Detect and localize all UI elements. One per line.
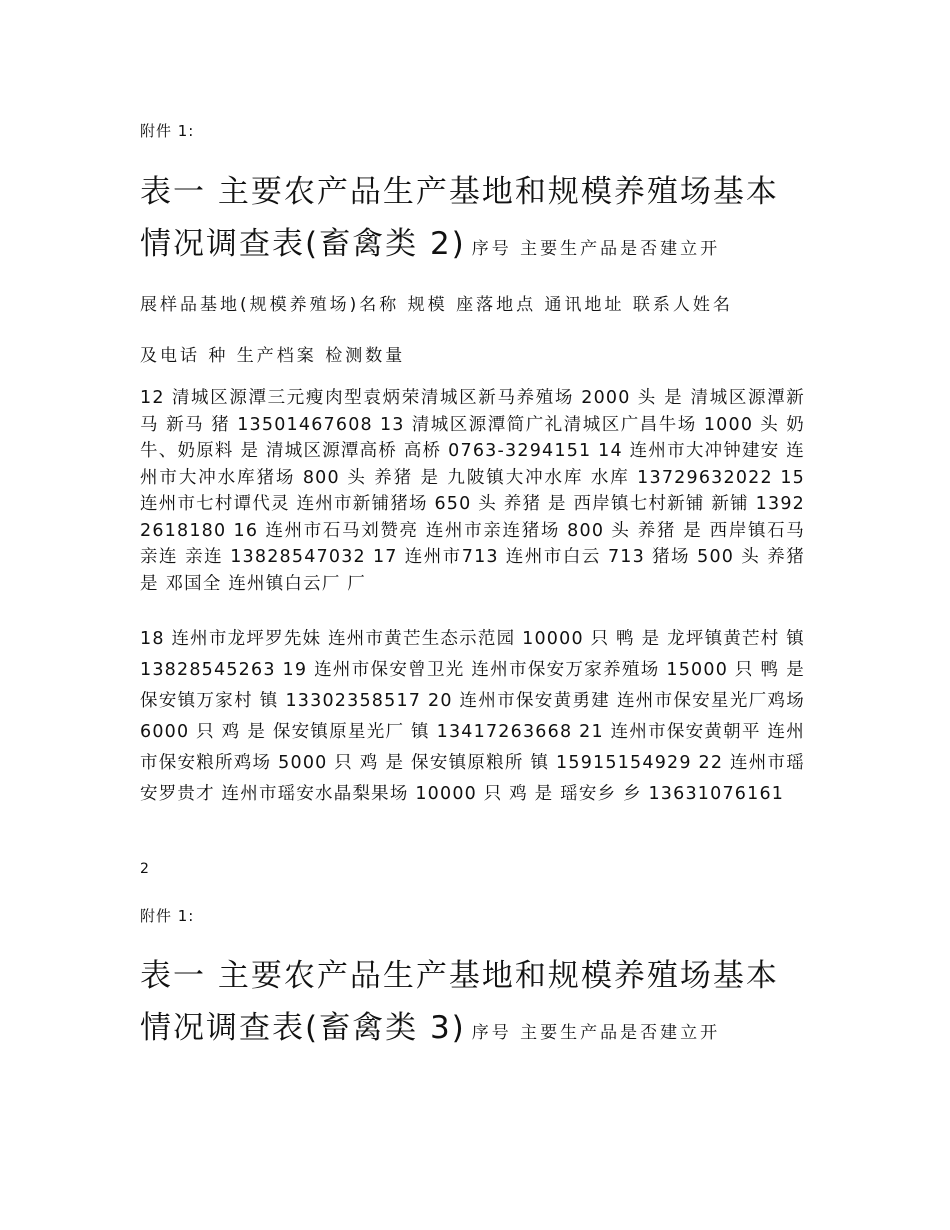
table-header-line-3: 及电话 种 生产档案 检测数量 [140,346,406,366]
annex-label-2: 附件 1: [140,907,195,925]
title-header-start: 序号 主要生产品是否建立开 [471,239,721,259]
table-header-line-2: 展样品基地(规模养殖场)名称 规模 座落地点 通讯地址 联系人姓名 [140,295,733,315]
table-title-2 [140,950,805,1059]
records-paragraph-1: 12 清城区源潭三元瘦肉型袁炳荣清城区新马养殖场 2000 头 是 清城区源潭新马 新马 猪 13501467608 13 清城区源潭简广礼清城区广昌牛场 1000 头 奶牛、奶原料 是 清城区源潭高桥 高桥 0763-3294151 14 连州市大冲钟建安 连州市大冲水库猪场 800 头 养猪 是 九陂镇大冲水库 水库 13729632022 15 连州市七村谭代灵 连州市新铺猪场 650 头 养猪 是 西岸镇七村新铺 新铺 13922618180 16 连州市石马刘赞亮 连州市亲连猪场 800 头 养猪 是 西岸镇石马亲连 亲连 13828547032 17 连州市713 连州市白云 713 猪场 500 头 养猪 是 邓国全 连州镇白云厂 厂 [140,388,805,594]
page-number: 2 [140,861,149,877]
table-title [140,166,805,275]
title-main-2: 表一 主要农产品生产基地和规模养殖场基本情况调查表(畜禽类 3) [140,958,779,1046]
title-header-start-2: 序号 主要生产品是否建立开 [471,1023,721,1043]
title-main: 表一 主要农产品生产基地和规模养殖场基本情况调查表(畜禽类 2) [140,174,779,262]
records-paragraph-2: 18 连州市龙坪罗先妹 连州市黄芒生态示范园 10000 只 鸭 是 龙坪镇黄芒村 镇 13828545263 19 连州市保安曾卫光 连州市保安万家养殖场 15000 只 鸭 是 保安镇万家村 镇 13302358517 20 连州市保安黄勇建 连州市保安星光厂鸡场 6000 只 鸡 是 保安镇原星光厂 镇 13417263668 21 连州市保安黄朝平 连州市保安粮所鸡场 5000 只 鸡 是 保安镇原粮所 镇 15915154929 22 连州市瑶安罗贵才 连州市瑶安水晶梨果场 10000 只 鸡 是 瑶安乡 乡 13631076161 [140,629,805,804]
annex-label: 附件 1: [140,122,195,140]
